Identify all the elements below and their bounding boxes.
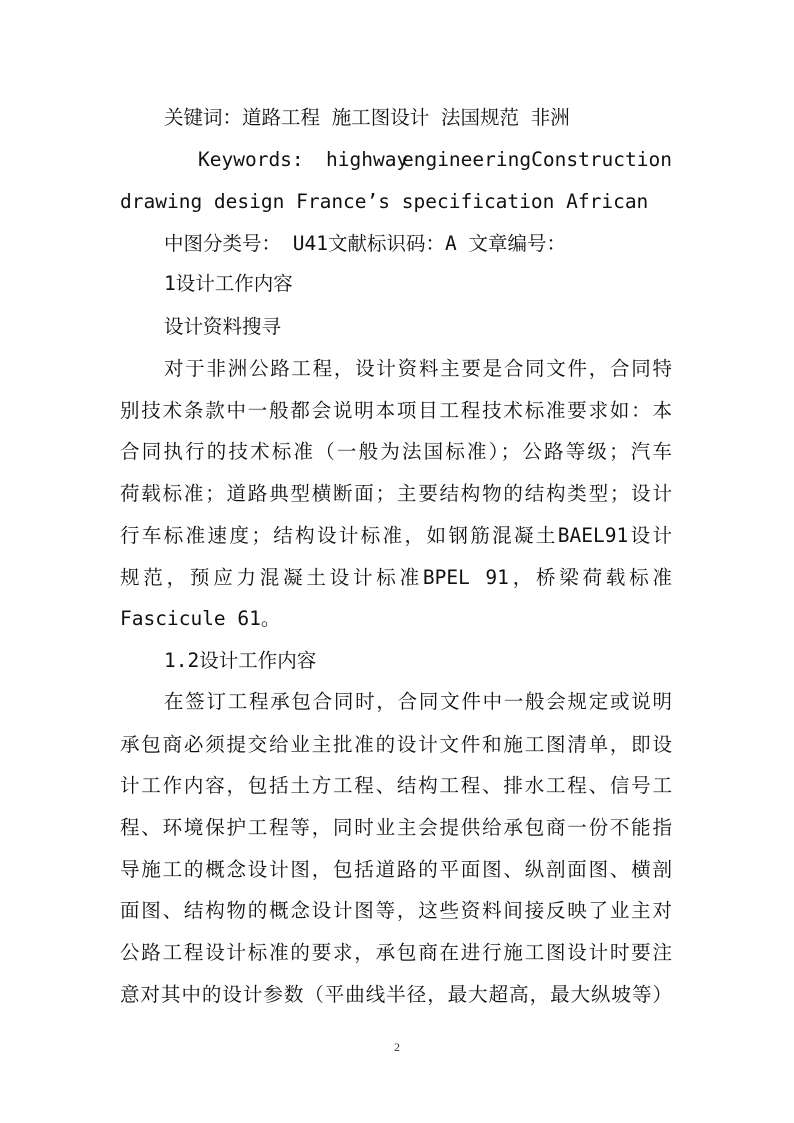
paragraph1-line: Fascicule 61。	[120, 607, 281, 630]
subsection-heading: 设计资料搜寻	[164, 315, 282, 338]
section1-heading: 1设计工作内容	[164, 272, 293, 295]
classification-line: 中图分类号： U41文献标识码：A 文章编号：	[164, 232, 566, 255]
paragraph2-line: 导施工的概念设计图，包括道路的平面图、纵剖面图、横剖	[120, 858, 672, 881]
paragraph2-line: 程、环境保护工程等，同时业主会提供给承包商一份不能指	[120, 816, 672, 839]
paragraph2-line: 意对其中的设计参数（平曲线半径，最大超高，最大纵坡等）	[120, 983, 672, 1006]
page-number: 2	[394, 1040, 400, 1054]
paragraph1-line: 对于非洲公路工程，设计资料主要是合同文件，合同特	[164, 357, 672, 380]
paragraph1-line: 行车标准速度；结构设计标准，如钢筋混凝土BAEL91设计	[120, 524, 672, 547]
keywords-chinese: 关键词：道路工程 施工图设计 法国规范 非洲	[164, 106, 570, 129]
paragraph2-line: 公路工程设计标准的要求，承包商在进行施工图设计时要注	[120, 941, 672, 964]
paragraph2-line: 面图、结构物的概念设计图等，这些资料间接反映了业主对	[120, 899, 672, 922]
paragraph1-line: 规范，预应力混凝土设计标准BPEL 91，桥梁荷载标准	[120, 566, 672, 589]
keywords-english-line1	[0, 146, 672, 174]
keywords-label: Keywords:	[198, 148, 304, 171]
section12-heading: 1.2设计工作内容	[164, 649, 317, 672]
keyword-engineering-construction: engineeringConstruction	[401, 148, 672, 171]
paragraph1-line: 别技术条款中一般都会说明本项目工程技术标准要求如：本	[120, 399, 672, 422]
paragraph1-line: 荷载标准；道路典型横断面；主要结构物的结构类型；设计	[120, 482, 672, 505]
keyword-highway: highway	[326, 148, 409, 171]
paragraph2-line: 承包商必须提交给业主批准的设计文件和施工图清单，即设	[120, 733, 672, 756]
paragraph2-line: 在签订工程承包合同时，合同文件中一般会规定或说明	[164, 690, 672, 713]
paragraph2-line: 计工作内容，包括土方工程、结构工程、排水工程、信号工	[120, 774, 672, 797]
paragraph1-line: 合同执行的技术标准（一般为法国标准）；公路等级；汽车	[120, 440, 672, 463]
keywords-english-line2: drawing design France’s specification African	[120, 190, 649, 213]
